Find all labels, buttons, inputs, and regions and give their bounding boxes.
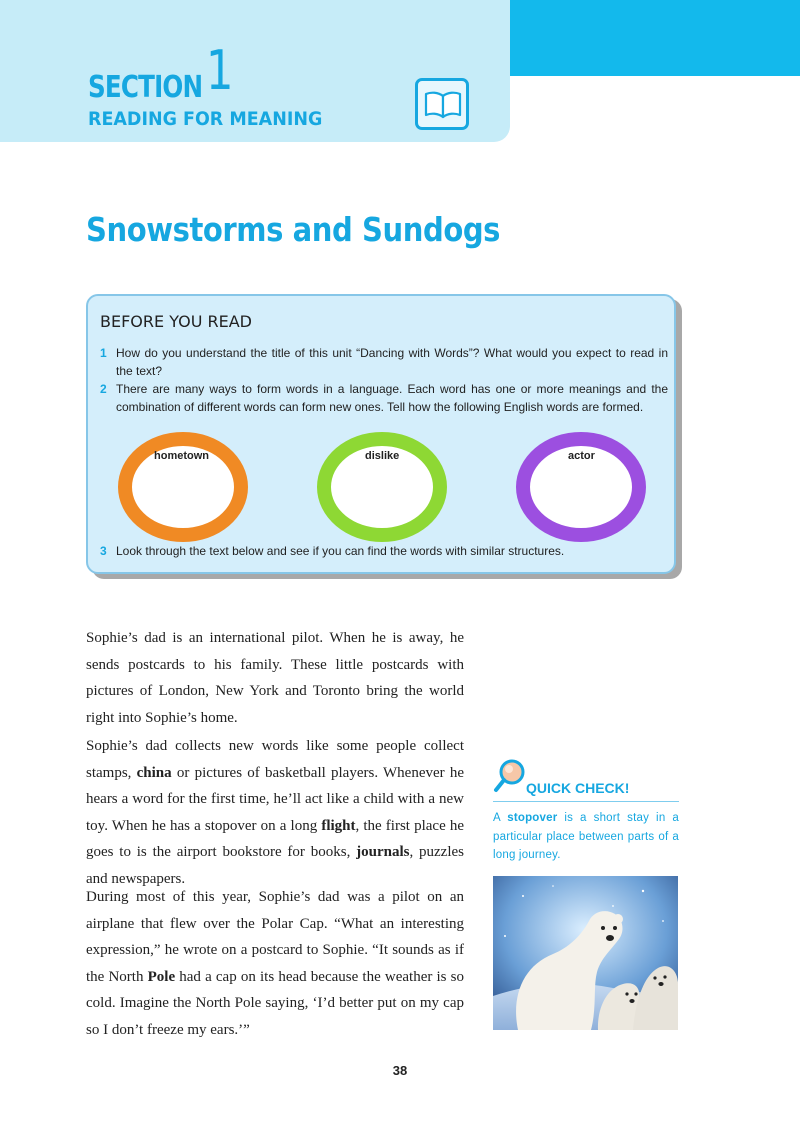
word-ring-hometown: [118, 432, 248, 542]
vocab-word: flight: [321, 817, 356, 834]
header-accent-band: [510, 0, 800, 76]
vocab-word: Pole: [147, 968, 176, 985]
vocab-word: journals: [356, 844, 410, 860]
word-ring-actor: [516, 432, 646, 542]
question-text: Look through the text below and see if you can find the words with similar structures.: [116, 544, 565, 558]
question-item: [100, 380, 668, 416]
before-you-read-heading: BEFORE YOU READ: [100, 312, 252, 331]
quick-check-title: QUICK CHECK!: [526, 780, 630, 796]
body-paragraph: [86, 884, 464, 1043]
question-text: How do you understand the title of this unit “Dancing with Words”? What would you expect to read in the text?: [116, 346, 668, 378]
text-run: had a cap on its head because the weather is so cold. Imagine the North Pole saying, ‘I’d better put on my cap so I don’t freeze my ears.’”: [86, 968, 464, 1038]
word-label: hometown: [154, 450, 209, 462]
body-paragraph: [86, 625, 464, 731]
text-run: is a short stay in a particular place between parts of a long journey.: [493, 812, 679, 861]
question-item: [100, 542, 668, 560]
text-run: , the first place he goes to is the airport bookstore for books,: [86, 817, 464, 860]
magnifier-icon: [493, 758, 527, 799]
section-number: 1: [206, 39, 234, 102]
section-subtitle: READING FOR MEANING: [88, 108, 323, 130]
polar-bears-image: [493, 876, 678, 1030]
body-paragraph: [86, 733, 464, 892]
divider: [493, 801, 679, 802]
question-text: There are many ways to form words in a language. Each word has one or more meanings and the combination of different words can form new ones. Tell how the following English words are formed.: [116, 382, 668, 414]
quick-check-definition: [493, 809, 679, 865]
question-number: 2: [100, 382, 107, 396]
open-book-icon: [415, 78, 469, 130]
vocab-word: china: [136, 764, 172, 781]
quick-check-term: stopover: [507, 812, 558, 824]
page-title: Snowstorms and Sundogs: [86, 210, 501, 249]
word-label: actor: [568, 450, 595, 462]
text-run: , puzzles and newspapers.: [86, 844, 464, 887]
text-run: A: [493, 812, 508, 824]
question-number: 1: [100, 346, 107, 360]
question-number: 3: [100, 544, 107, 558]
question-item: [100, 344, 668, 380]
text-run: Sophie’s dad is an international pilot. When he is away, he sends postcards to his family. These little postcards with pictures of London, New York and Toronto bring the world right into Sophie’s home.: [86, 630, 464, 726]
section-label: SECTION: [88, 70, 203, 105]
page-number: 38: [392, 1063, 408, 1078]
text-run: Sophie’s dad collects new words like some people collect stamps,: [86, 738, 464, 781]
text-run: During most of this year, Sophie’s dad was a pilot on an airplane that flew over the Polar Cap. “What an interesting expression,” he wrote on a postcard to Sophie. “It sounds as if the North: [86, 889, 464, 985]
word-ring-dislike: [317, 432, 447, 542]
word-label: dislike: [365, 450, 400, 462]
text-run: or pictures of basketball players. Whenever he hears a word for the first time, he’ll act like a child with a new toy. When he has a stopover on a long: [86, 764, 464, 834]
before-you-read-box: [86, 294, 676, 574]
